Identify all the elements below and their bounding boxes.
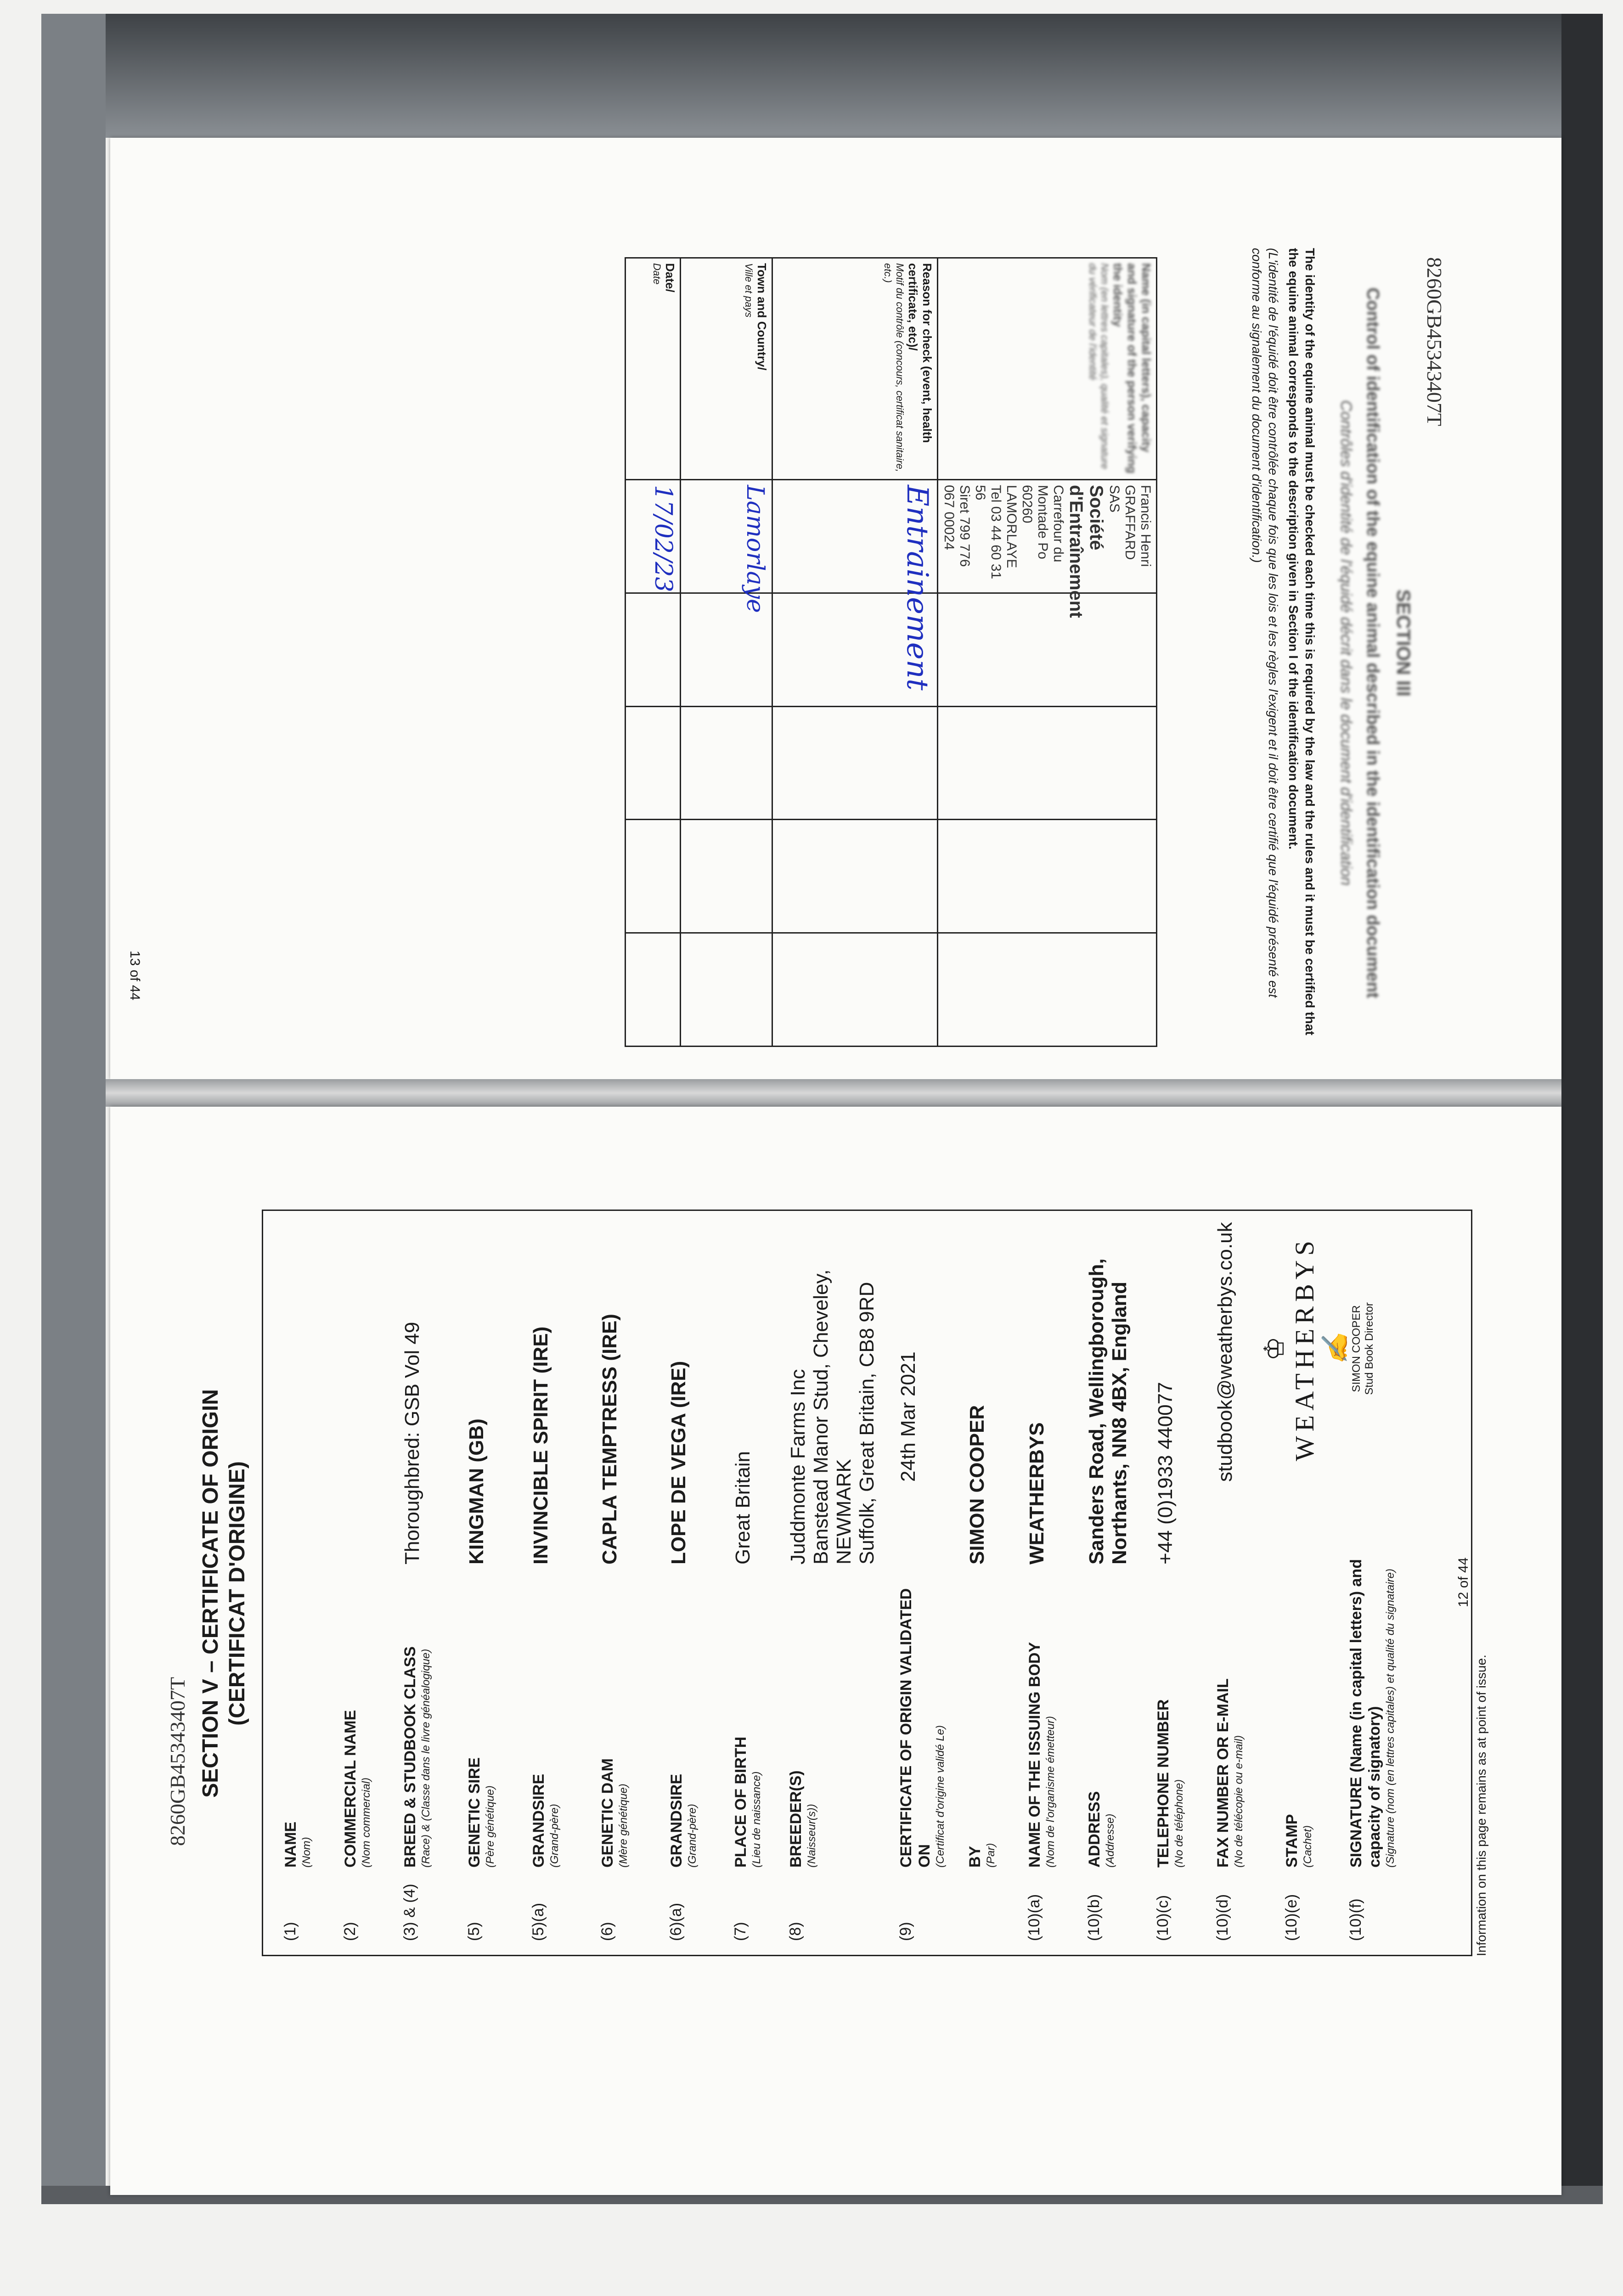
footer-note: Information on this page remains as at point of issue.	[1474, 1654, 1488, 1956]
row-number: (10)(f)	[1347, 1898, 1364, 1941]
name-header: Name (in capital letters), capacity and signature of the person verifying the identity Nom (en lettres capitales), qualité et signature du vérificateur de l'identité	[938, 258, 1157, 480]
row-number: (10)(d)	[1214, 1894, 1231, 1941]
address-line: Sanders Road, Wellingborough,	[1085, 1258, 1108, 1564]
instruction-fr: (L'identité de l'équidé doit être contrôlée chaque fois que les lois et les règles l'exigent et il doit être certifié que l'équidé présenté est conforme au signalement du document d'identification.)	[1250, 248, 1280, 998]
binder-cover-top	[41, 14, 1598, 138]
breed-value: Thoroughbred: GSB Vol 49	[401, 1322, 423, 1564]
breeder-value	[787, 1216, 879, 1564]
row-label: GENETIC DAM (Mère génétique)	[599, 1758, 630, 1868]
signatory-name: SIMON COOPER	[1350, 1305, 1363, 1392]
row-label: GENETIC SIRE (Père génétique)	[466, 1757, 496, 1868]
page-number: 12 of 44	[1456, 1557, 1471, 1607]
row-label: CERTIFICATE OF ORIGIN VALIDATED ON (Certificat d'origine validé Le)	[897, 1588, 947, 1868]
row-label: BREED & STUDBOOK CLASS (Race) & (Classe dans le livre généalogique)	[401, 1646, 432, 1868]
table-row	[938, 258, 1157, 1047]
telephone-value: +44 (0)1933 440077	[1154, 1382, 1177, 1564]
town-header: Town and Country/ Ville et pays	[681, 258, 772, 480]
section-heading: Control of identification of the equine animal described in the identification document	[1363, 287, 1382, 998]
address-line: Northants, NN8 4BX, England	[1108, 1281, 1131, 1564]
validated-date-value: 24th Mar 2021	[897, 1351, 919, 1482]
row-label: SIGNATURE (Name (in capital letters) and capacity of signatory) (Signature (nom (en lettres capitales) et qualité du signataire)	[1347, 1559, 1397, 1868]
stamp-cell	[938, 480, 1157, 618]
row-label: NAME OF THE ISSUING BODY (Nom de l'organisme émetteur)	[1026, 1642, 1057, 1868]
table-row	[681, 258, 772, 1047]
breeder-name: Juddmonte Farms Inc	[787, 1369, 809, 1564]
date-cell	[626, 480, 681, 593]
logo-wordmark: WEATHERBYS	[1290, 1236, 1319, 1461]
row-number: (2)	[341, 1922, 359, 1941]
section-v-certificate	[156, 1203, 1488, 1984]
section-title	[197, 1212, 251, 1975]
row-number: (7)	[732, 1922, 749, 1941]
row-number: (10)(c)	[1154, 1895, 1172, 1941]
email-value: studbook@weatherbys.co.uk	[1214, 1222, 1236, 1482]
row-number: (8)	[787, 1922, 804, 1941]
row-number: (5)(a)	[530, 1902, 547, 1941]
table-row	[772, 258, 938, 1047]
dam-value: CAPLA TEMPTRESS (IRE)	[598, 1314, 621, 1564]
certificate-form	[262, 1210, 1472, 1956]
row-number: (6)(a)	[667, 1902, 685, 1941]
town-cell	[681, 480, 772, 613]
dam-grandsire-value: LOPE DE VEGA (IRE)	[667, 1361, 690, 1564]
row-number: (10)(a)	[1026, 1894, 1043, 1941]
row-label: BY (Par)	[966, 1843, 997, 1868]
breeder-address-line: Suffolk, Great Britain, CB8 9RD	[856, 1282, 878, 1564]
row-label: COMMERCIAL NAME (Nom commercial)	[342, 1710, 372, 1868]
table-row	[626, 258, 681, 1047]
validated-by-value: SIMON COOPER	[966, 1405, 988, 1564]
row-label: TELEPHONE NUMBER (No de téléphone)	[1155, 1699, 1185, 1868]
certificate-number: 8260GB45343407T	[1423, 257, 1446, 426]
trainer-stamp: Francis Henri GRAFFARD SAS Société d'Entraînement Carrefour du Montade Po 60260 LAMORLAYE Tel 03 44 60 31 56 Siret 799 776 067 00024	[941, 485, 1153, 618]
row-label: ADDRESS (Addresse)	[1086, 1791, 1116, 1868]
row-label: PLACE OF BIRTH (Lieu de naissance)	[732, 1736, 763, 1868]
page-number: 13 of 44	[127, 951, 142, 1001]
row-number: (9)	[897, 1922, 914, 1941]
reason-header: Reason for check (event, health certificate, etc)/ Motif du contrôle (concours, certificat sanitaire, etc.)	[772, 258, 938, 480]
binder-cover-left	[41, 14, 106, 2200]
issuing-body-value: WEATHERBYS	[1026, 1422, 1048, 1564]
row-number: (1)	[282, 1922, 299, 1941]
row-label: BREEDER(S) (Naisseur(s))	[787, 1770, 818, 1868]
row-label: FAX NUMBER OR E-MAIL (No de télécopie ou e-mail)	[1214, 1678, 1245, 1868]
crest-icon: ♔	[1259, 1336, 1290, 1361]
handwritten-signature: ✍	[1320, 1333, 1350, 1365]
row-label: STAMP (Cachet)	[1283, 1814, 1314, 1868]
section-title-en: SECTION V – CERTIFICATE OF ORIGIN	[198, 1389, 223, 1798]
weatherbys-logo	[1260, 1234, 1376, 1463]
reason-cell	[772, 480, 938, 691]
breeder-address-line: Banstead Manor Stud, Cheveley, NEWMARK	[810, 1269, 855, 1564]
row-number: (10)(e)	[1283, 1894, 1300, 1941]
row-number: (6)	[598, 1922, 616, 1941]
section-label: SECTION III	[1393, 589, 1414, 697]
section-title-fr: (CERTIFICAT D'ORIGINE)	[225, 1461, 249, 1726]
grandsire-value: INVINCIBLE SPIRIT (IRE)	[530, 1326, 552, 1564]
row-label: GRANDSIRE (Grand-père)	[668, 1773, 699, 1868]
instruction-en: The identity of the equine animal must be checked each time this is required by the law and the rules and it must be certified that the equine animal corresponds to the description given in Section I of the identification document.	[1286, 248, 1317, 1035]
certificate-number: 8260GB45343407T	[166, 1677, 189, 1846]
row-label: GRANDSIRE (Grand-père)	[530, 1773, 561, 1868]
row-number: (5)	[465, 1922, 483, 1941]
section-heading-fr: Contrôles d'identité de l'équidé décrit dans le document d'identification	[1337, 400, 1355, 886]
handwritten-date: 17/02/23	[649, 485, 677, 592]
row-number: (10)(b)	[1085, 1894, 1103, 1941]
date-header: Date/ Date	[626, 258, 681, 480]
sire-value: KINGMAN (GB)	[465, 1418, 488, 1564]
binder-cover-right	[1561, 14, 1603, 2200]
signatory-role: Stud Book Director	[1363, 1302, 1375, 1395]
identification-check-table	[625, 257, 1157, 1047]
handwritten-town: Lamorlaye	[741, 485, 769, 613]
place-of-birth-value: Great Britain	[732, 1451, 754, 1564]
row-label: NAME (Nom)	[282, 1821, 313, 1868]
booklet-spine	[106, 1079, 1561, 1107]
row-number: (3) & (4)	[401, 1884, 418, 1941]
handwritten-reason: Entrainement	[900, 485, 934, 691]
section-iii-identification-control	[110, 239, 1446, 1056]
address-value	[1085, 1216, 1131, 1564]
